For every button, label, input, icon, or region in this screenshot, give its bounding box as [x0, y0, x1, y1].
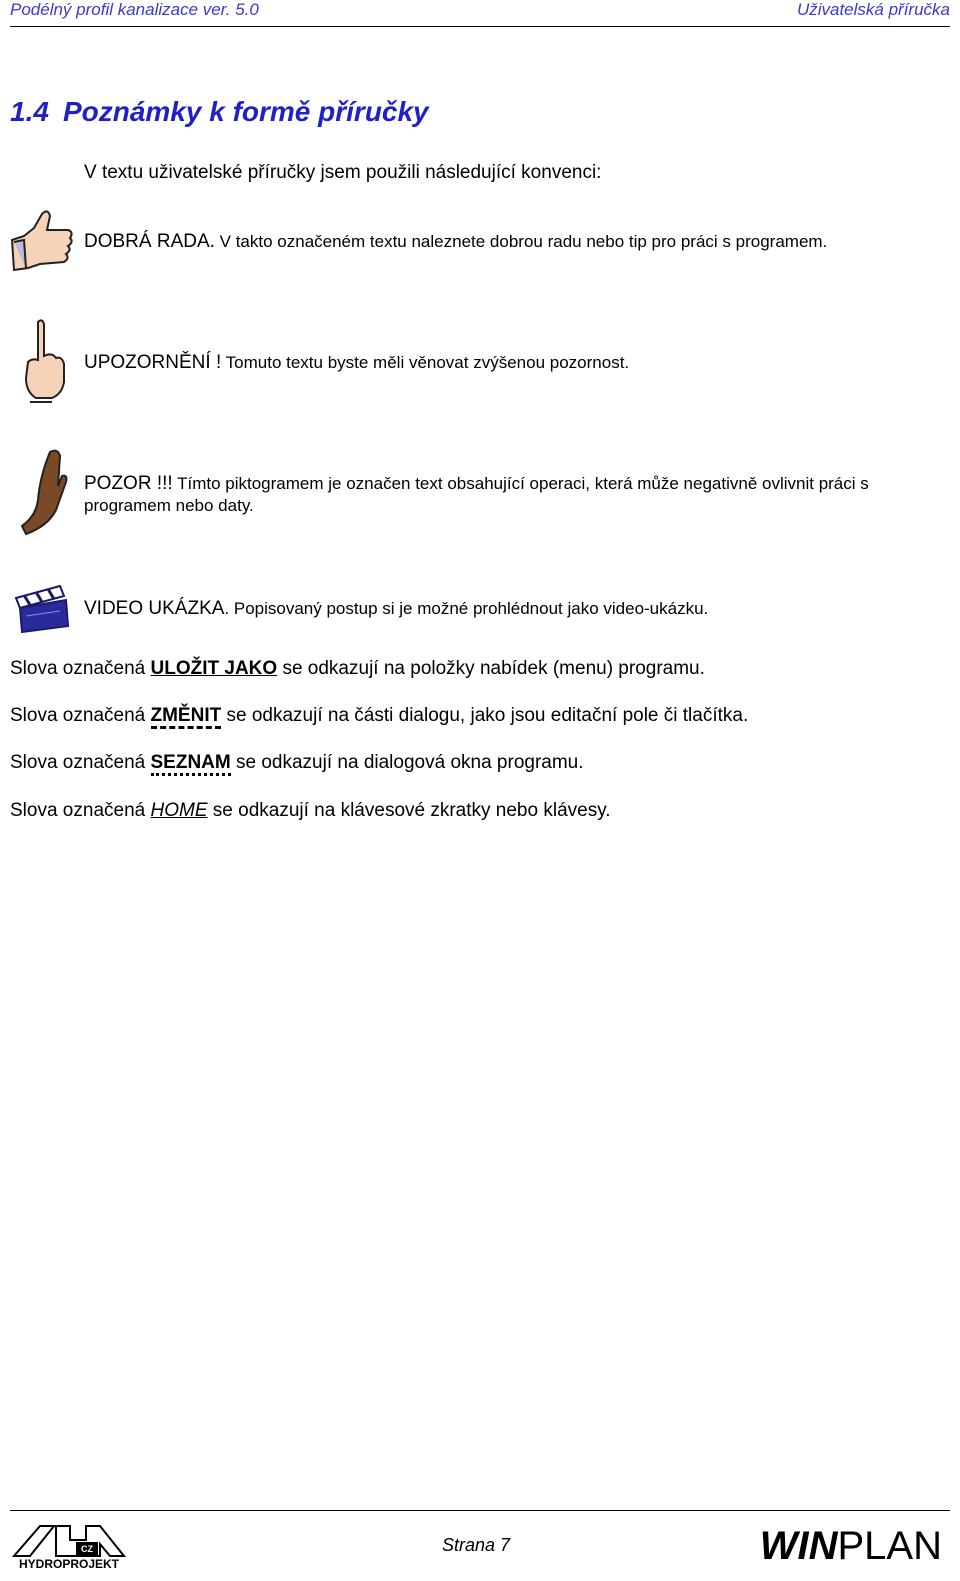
convention-prefix: Slova označená: [10, 658, 151, 679]
convention-prefix: Slova označená: [10, 800, 151, 821]
convention-suffix: se odkazují na části dialogu, jako jsou editační pole či tlačítka.: [221, 705, 749, 726]
dialog-window-term: SEZNAM: [151, 752, 231, 776]
convention-suffix: se odkazují na položky nabídek (menu) programu.: [277, 658, 705, 679]
note-tip-text: V takto označeném textu naleznete dobrou radu nebo tip pro práci s programem.: [214, 232, 828, 251]
convention-menu: [10, 658, 950, 680]
header-document-title: Podélný profil kanalizace ver. 5.0: [10, 0, 259, 19]
note-warning: [84, 352, 950, 374]
note-danger-text: Tímto piktogramem je označen text obsahující operaci, která může negativně ovlivnit práci s programem nebo daty.: [84, 474, 869, 515]
convention-dialog-window: [10, 752, 950, 774]
brand-rest: PLAN: [837, 1524, 942, 1568]
note-danger: [84, 473, 950, 517]
stop-hand-icon: [20, 446, 70, 543]
section-title: Poznámky k formě příručky: [62, 96, 429, 127]
key-term: HOME: [150, 800, 208, 821]
note-warning-text: Tomuto textu byste měli věnovat zvýšenou pozornost.: [221, 353, 630, 372]
note-video-text: . Popisovaný postup si je možné prohlédnout jako video-ukázku.: [224, 599, 709, 618]
convention-suffix: se odkazují na klávesové zkratky nebo klávesy.: [207, 800, 611, 821]
logo-badge: CZ: [81, 1544, 93, 1554]
thumbs-up-icon: [10, 206, 76, 279]
intro-text: V textu uživatelské příručky jsem použili následující konvenci:: [84, 162, 602, 183]
note-tip: [84, 231, 950, 253]
menu-term: ULOŽIT JAKO: [150, 658, 278, 679]
note-warning-lead: UPOZORNĚNÍ !: [84, 352, 222, 373]
clapperboard-icon: [12, 582, 70, 639]
convention-prefix: Slova označená: [10, 705, 151, 726]
winplan-brand: [760, 1524, 942, 1569]
note-video: [84, 598, 950, 620]
note-danger-lead: POZOR !!!: [84, 473, 173, 494]
note-tip-lead: DOBRÁ RADA.: [84, 231, 215, 252]
convention-dialog-part: [10, 705, 950, 727]
note-video-lead: VIDEO UKÁZKA: [84, 598, 225, 619]
logo-text: HYDROPROJEKT: [18, 1557, 120, 1570]
hydroprojekt-logo: [10, 1520, 128, 1575]
brand-bold: WIN: [759, 1524, 838, 1568]
convention-prefix: Slova označená: [10, 752, 151, 773]
section-heading: [10, 96, 429, 128]
pointing-finger-icon: [22, 318, 68, 409]
section-number: 1.4: [10, 96, 49, 127]
header-manual-name: Uživatelská příručka: [796, 0, 950, 19]
dialog-part-term: ZMĚNIT: [151, 705, 222, 729]
page-number: Strana 7: [442, 1535, 511, 1555]
page-header: [10, 0, 950, 27]
convention-keys: [10, 800, 950, 822]
convention-suffix: se odkazují na dialogová okna programu.: [230, 752, 584, 773]
